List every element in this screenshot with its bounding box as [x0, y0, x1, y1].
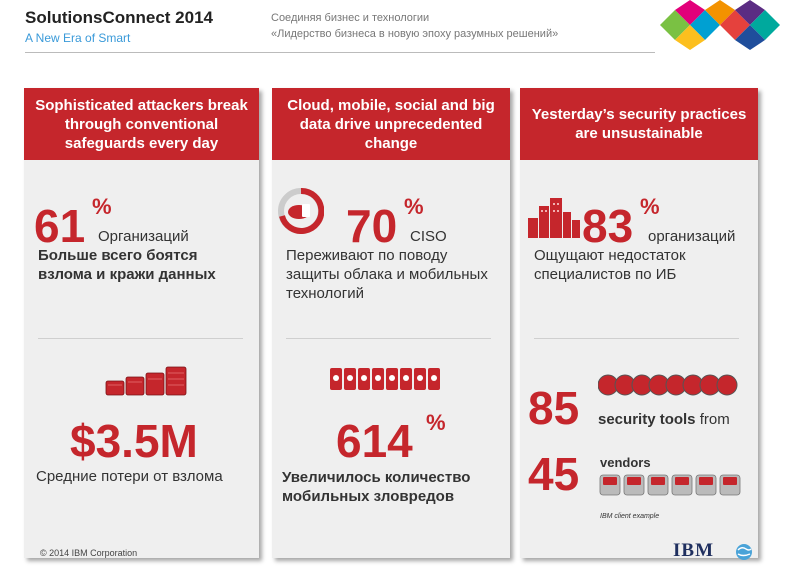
footer-copyright: © 2014 IBM Corporation [40, 548, 138, 558]
cash-stack-icon [104, 363, 194, 399]
tagline-line-2: «Лидерство бизнеса в новую эпоху разумных решений» [271, 28, 559, 40]
stat-label-rest: from [695, 411, 730, 428]
stat-value: 614 [336, 415, 413, 467]
panel-heading: Cloud, mobile, social and big data drive unprecedented change [272, 88, 510, 160]
stat-label: CISO [410, 228, 447, 245]
stat-label: vendors [600, 455, 651, 470]
stat-percent: % [426, 410, 446, 435]
cloud-mobile-icon [278, 188, 324, 234]
stat-percent: % [404, 194, 424, 219]
stat-description: Увеличилось количество мобильных зловредов [282, 469, 471, 505]
stat-description: Переживают по поводу защиты облака и мобильных технологий [286, 247, 488, 302]
stat-value: $3.5M [70, 415, 198, 467]
stat-value: 45 [528, 448, 580, 500]
ibm-logo: IBM [673, 540, 714, 561]
panel-divider [534, 338, 739, 339]
client-note: IBM client example [600, 513, 660, 520]
mobile-threat-icon [330, 368, 442, 392]
globe-icon [734, 542, 754, 562]
stat-description: Средние потери от взлома [36, 468, 223, 485]
security-tools-icon [598, 372, 746, 398]
stat-description: Ощущают недостаток специалистов по ИБ [534, 247, 686, 283]
stat-label: организаций [648, 228, 736, 245]
stat-value: 85 [528, 382, 580, 434]
brand-title: SolutionsConnect 2014 [25, 8, 213, 27]
tagline-line-1: Соединяя бизнес и технологии [271, 12, 430, 24]
header-divider [25, 52, 655, 53]
stat-percent: % [92, 194, 112, 219]
stat-value: 61 [34, 200, 86, 252]
stat-label-bold: security tools [598, 411, 696, 428]
stat-label [598, 411, 730, 428]
panel-cloud-mobile [272, 88, 510, 558]
logo-mosaic-icon [655, 0, 785, 50]
panel-heading: Sophisticated attackers break through conventional safeguards every day [24, 88, 259, 160]
panel-divider [286, 338, 491, 339]
panel-attackers [24, 88, 259, 558]
panel-security-practices [520, 88, 758, 558]
stat-percent: % [640, 194, 660, 219]
panel-heading: Yesterday’s security practices are unsustainable [520, 88, 758, 160]
brand-subtitle: A New Era of Smart [25, 31, 131, 45]
stat-label: Организаций [98, 228, 189, 245]
stat-description: Больше всего боятся взлома и кражи данных [38, 247, 216, 283]
stat-value: 83 [582, 200, 634, 252]
panel-divider [38, 338, 243, 339]
stat-value: 70 [346, 200, 398, 252]
vendor-servers-icon [598, 471, 746, 497]
city-buildings-icon [528, 198, 580, 238]
